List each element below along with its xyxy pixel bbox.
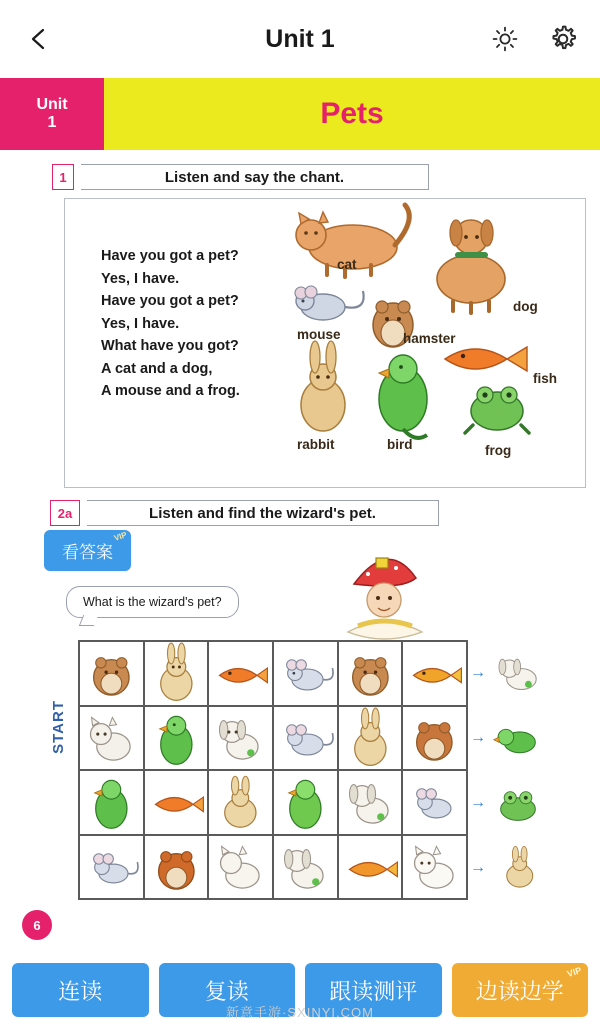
label-bird: bird — [387, 437, 413, 452]
dog-icon — [209, 707, 272, 770]
answer-row[interactable] — [470, 835, 544, 900]
grid-cell[interactable] — [338, 835, 403, 900]
grid-cell[interactable] — [208, 706, 273, 771]
cat-icon — [80, 707, 143, 770]
chant-illustration — [275, 199, 585, 487]
bird-drawing — [379, 355, 427, 438]
rabbit-drawing — [301, 341, 345, 431]
dog-drawing — [437, 220, 505, 313]
chant-line: Have you got a pet? — [101, 248, 239, 264]
grid-cell[interactable] — [79, 706, 144, 771]
grid-cell[interactable] — [144, 835, 209, 900]
see-answer-button[interactable] — [44, 530, 131, 571]
task-1-number: 1 — [52, 164, 74, 190]
grid-cell[interactable] — [402, 706, 467, 771]
label-dog: dog — [513, 299, 538, 314]
task-2a-number: 2a — [50, 500, 80, 526]
settings-button[interactable] — [548, 24, 578, 54]
unit-title: Pets — [320, 97, 384, 130]
chevron-left-icon — [27, 27, 51, 51]
grid-cell[interactable] — [402, 770, 467, 835]
grid-cell[interactable] — [208, 835, 273, 900]
unit-badge — [0, 78, 104, 150]
lesson-page — [0, 150, 600, 954]
frog-drawing — [465, 387, 529, 433]
cat-icon — [403, 836, 466, 899]
hamster-icon — [403, 707, 466, 770]
rabbit-icon — [145, 642, 208, 705]
mouse-icon — [274, 707, 337, 770]
brightness-button[interactable] — [492, 26, 518, 52]
fish-icon — [339, 836, 402, 899]
hamster-icon — [339, 642, 402, 705]
grid-cell[interactable] — [338, 770, 403, 835]
activity-2a — [0, 530, 600, 950]
unit-badge-line1: Unit — [36, 95, 68, 113]
page-number-badge: 6 — [22, 910, 52, 940]
see-answer-label: 看答案 — [62, 543, 113, 562]
task-1-label: Listen and say the chant. — [81, 164, 429, 190]
label-cat: cat — [337, 257, 357, 272]
label-frog: frog — [485, 443, 512, 458]
chant-line: Yes, I have. — [101, 270, 180, 287]
answer-row[interactable] — [470, 705, 544, 770]
chant-panel — [64, 198, 586, 488]
bird-icon — [80, 771, 143, 834]
page-title: Unit 1 — [265, 24, 335, 53]
unit-banner — [0, 78, 600, 150]
hamster-icon — [80, 642, 143, 705]
chant-line: Yes, I have. — [101, 315, 180, 332]
fish-icon — [209, 642, 272, 705]
vip-badge: VIP — [113, 530, 129, 543]
mouse-drawing — [295, 286, 364, 320]
grid-cell[interactable] — [144, 641, 209, 706]
cat-icon — [209, 836, 272, 899]
grid-cell[interactable] — [79, 641, 144, 706]
grid-cell[interactable] — [79, 835, 144, 900]
question-bubble: What is the wizard's pet? — [66, 586, 239, 618]
chant-line: What have you got? — [101, 338, 239, 354]
label-mouse: mouse — [297, 327, 341, 342]
wizard-illustration — [318, 540, 458, 652]
start-label: START — [50, 700, 67, 754]
bird-icon — [145, 707, 208, 770]
rabbit-icon — [339, 707, 402, 770]
rabbit-icon — [492, 846, 544, 890]
grid-cell[interactable] — [273, 770, 338, 835]
label-rabbit: rabbit — [297, 437, 335, 452]
unit-badge-line2: 1 — [47, 114, 57, 131]
grid-cell[interactable] — [273, 641, 338, 706]
mouse-icon — [80, 836, 143, 899]
bird-icon — [492, 716, 544, 760]
arrow-right-icon: → — [470, 663, 486, 681]
learn-while-reading-label: 边读边学 — [475, 978, 564, 1004]
grid-cell[interactable] — [338, 706, 403, 771]
grid-cell[interactable] — [402, 835, 467, 900]
arrow-right-icon: → — [470, 728, 486, 746]
label-fish: fish — [533, 371, 558, 386]
task-2a-heading — [50, 500, 600, 526]
grid-cell[interactable] — [273, 706, 338, 771]
hamster-icon — [145, 836, 208, 899]
read-evaluation-label: 跟读测评 — [329, 978, 418, 1004]
grid-cell[interactable] — [402, 641, 467, 706]
label-hamster: hamster — [403, 331, 456, 346]
grid-cell[interactable] — [208, 770, 273, 835]
wizard-drawing — [318, 540, 458, 652]
watermark: 新意手游·SXINYI.COM — [226, 1005, 374, 1020]
grid-cell[interactable] — [338, 641, 403, 706]
app-header — [0, 0, 600, 78]
gear-icon — [548, 24, 578, 54]
task-1-heading — [52, 164, 600, 190]
answer-column — [470, 640, 580, 900]
grid-cell[interactable] — [144, 770, 209, 835]
repeat-read-label: 复读 — [204, 978, 249, 1004]
continuous-read-label: 连读 — [58, 978, 103, 1004]
fish-icon — [403, 642, 466, 705]
arrow-right-icon: → — [470, 793, 486, 811]
bird-icon — [274, 771, 337, 834]
grid-cell[interactable] — [144, 706, 209, 771]
back-button[interactable] — [22, 22, 56, 56]
frog-icon — [492, 781, 544, 825]
arrow-right-icon: → — [470, 858, 486, 876]
unit-title-bar — [104, 78, 600, 150]
chant-text — [101, 245, 240, 403]
fish-icon — [145, 771, 208, 834]
learn-while-reading-button[interactable] — [452, 963, 589, 1017]
answer-row[interactable] — [470, 640, 544, 705]
puzzle-grid — [78, 640, 468, 900]
vip-badge: VIP — [566, 965, 584, 979]
dog-icon — [339, 771, 402, 834]
grid-cell[interactable] — [208, 641, 273, 706]
chant-line: A mouse and a frog. — [101, 383, 240, 399]
task-2a-label: Listen and find the wizard's pet. — [87, 500, 439, 526]
chant-line: A cat and a dog, — [101, 360, 213, 377]
grid-cell[interactable] — [273, 835, 338, 900]
fish-drawing — [445, 347, 527, 371]
rabbit-icon — [209, 771, 272, 834]
dog-icon — [492, 651, 544, 695]
mouse-icon — [274, 642, 337, 705]
continuous-read-button[interactable] — [12, 963, 149, 1017]
answer-row[interactable] — [470, 770, 544, 835]
grid-cell[interactable] — [79, 770, 144, 835]
brightness-icon — [492, 26, 518, 52]
chant-line: Have you got a pet? — [101, 293, 239, 309]
mouse-icon — [403, 771, 466, 834]
dog-icon — [274, 836, 337, 899]
